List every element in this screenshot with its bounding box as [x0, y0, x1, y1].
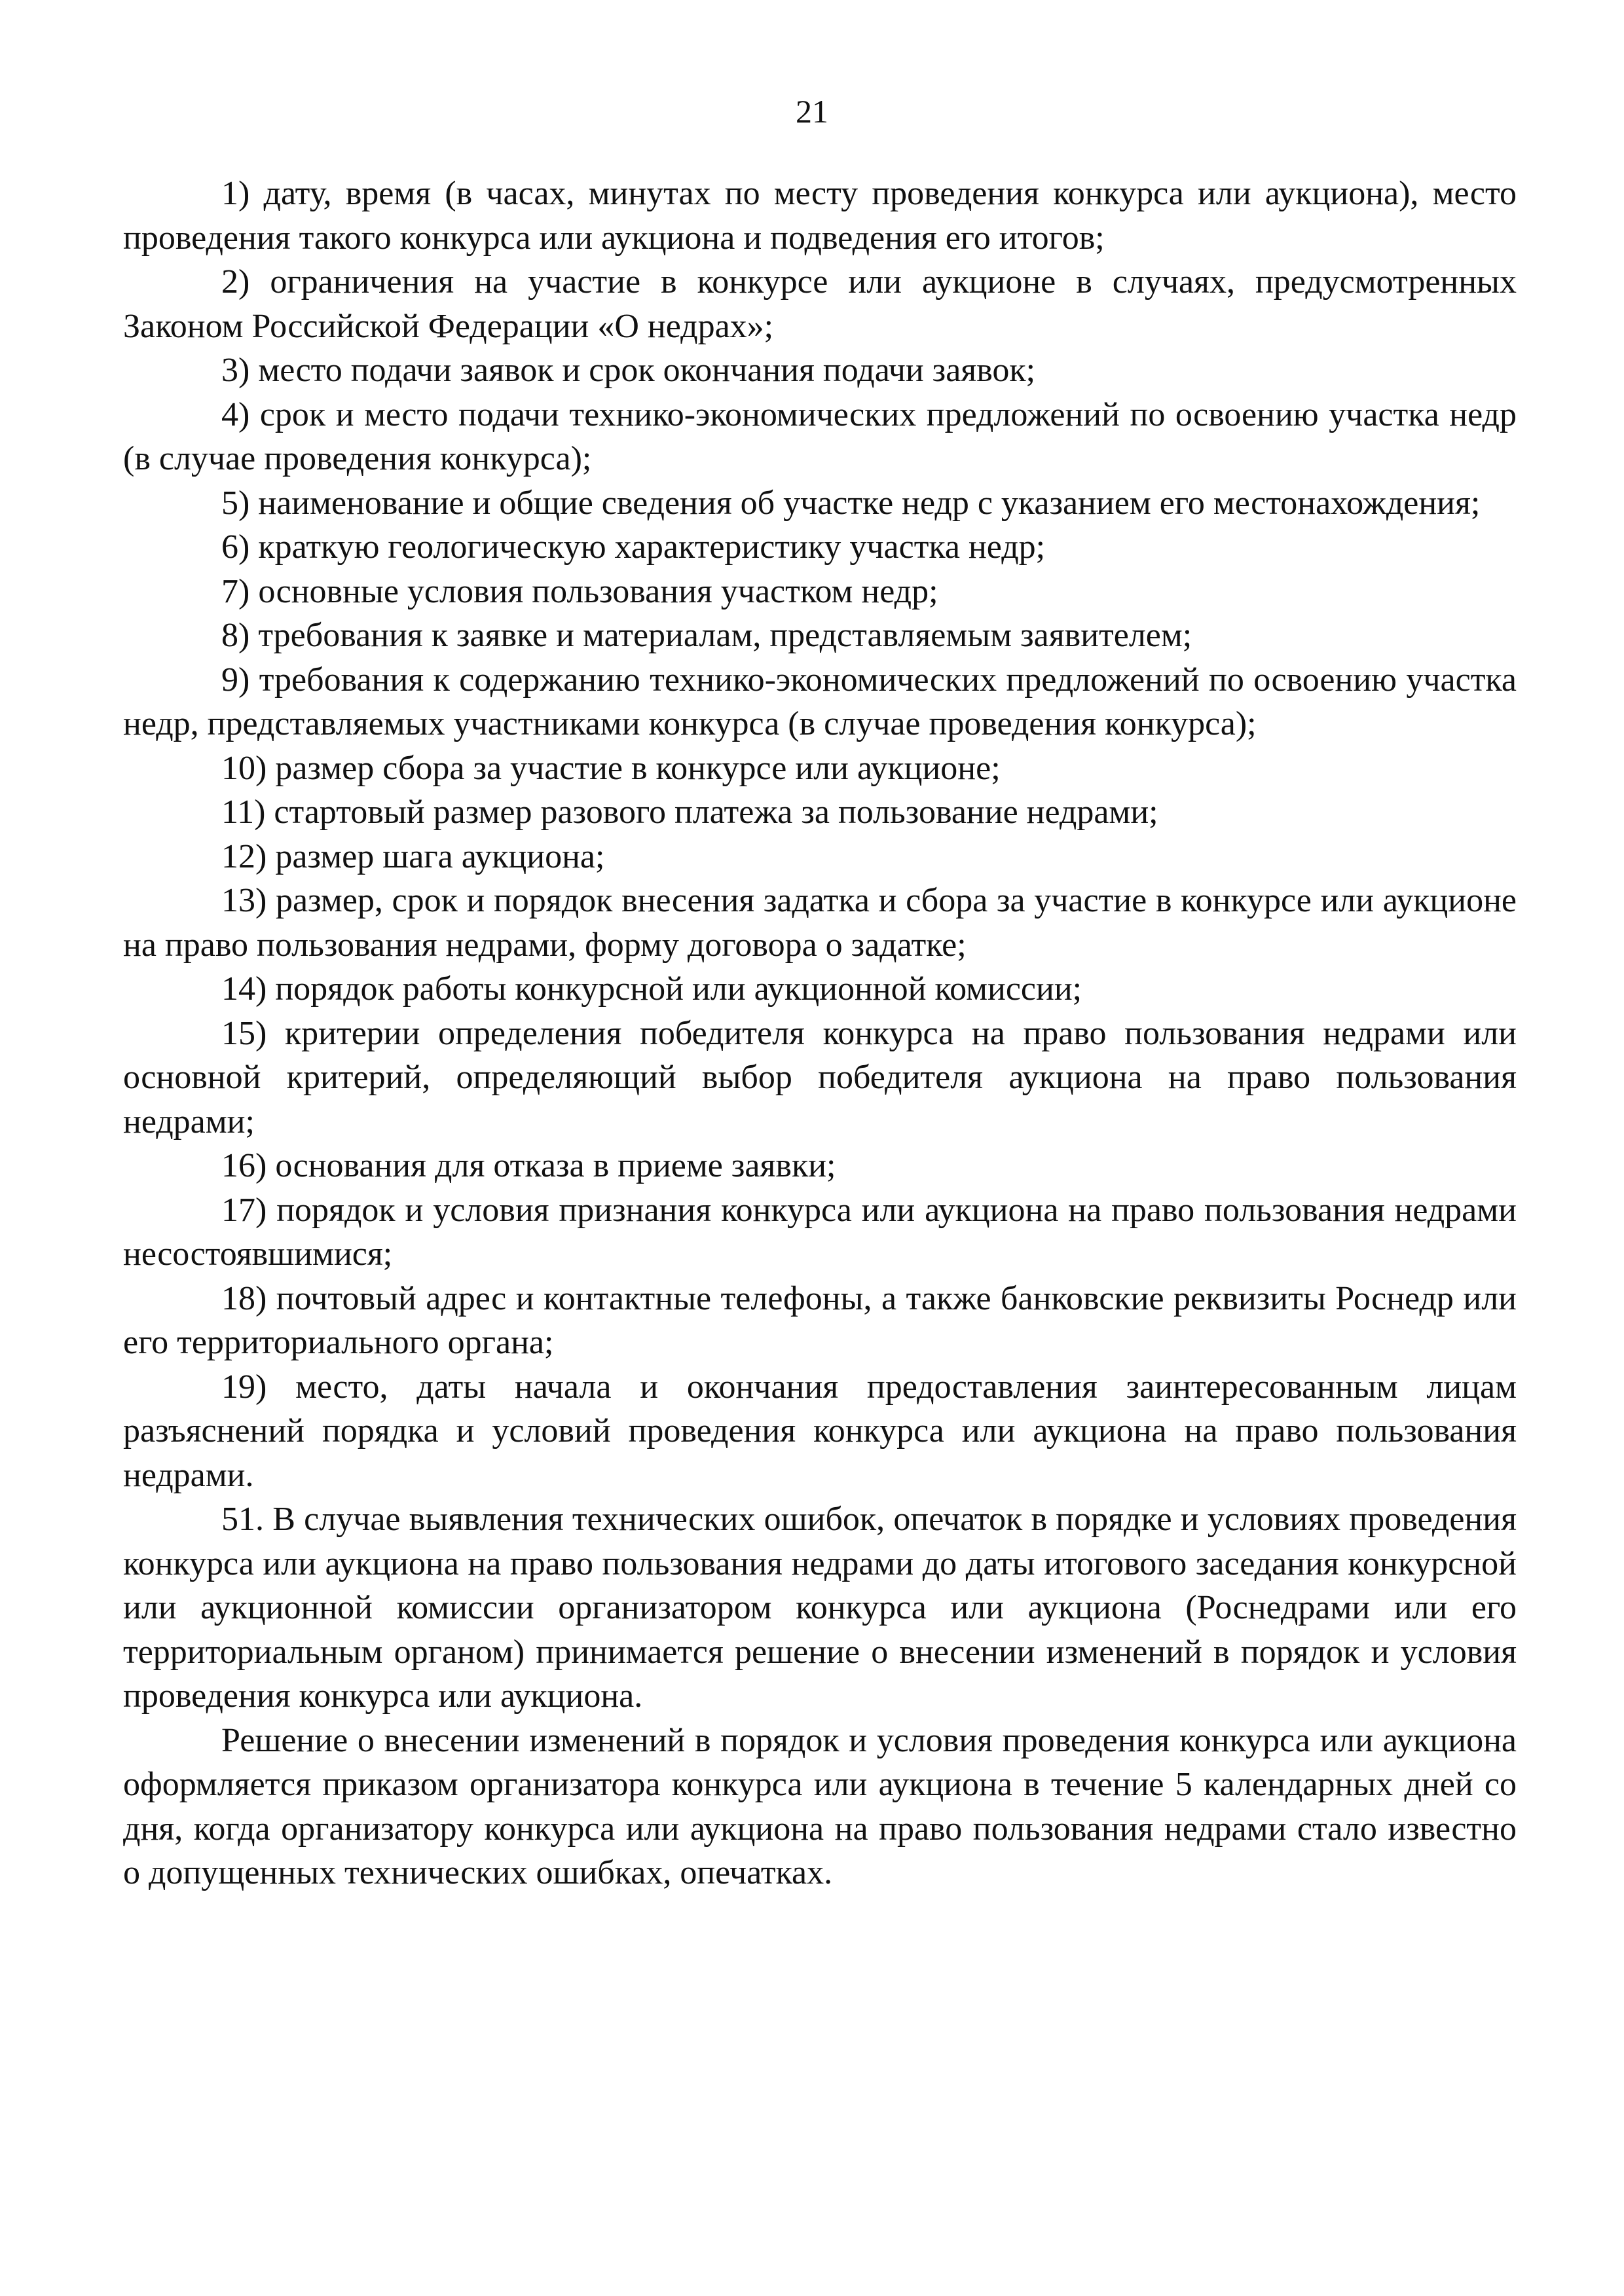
list-item-8: 8) требования к заявке и материалам, представляемым заявителем; — [221, 617, 1192, 654]
list-item-15: 15) критерии определения победителя конкурса на право пользования недрами или основной критерий, определяющий выбор победителя аукциона на право пользования недрами; — [123, 1014, 1517, 1140]
list-item-7: 7) основные условия пользования участком недр; — [221, 572, 938, 610]
list-item-9: 9) требования к содержанию технико-экономических предложений по освоению участка недр, представляемых участниками конкурса (в случае проведения конкурса); — [123, 661, 1517, 742]
list-item-1: 1) дату, время (в часах, минутах по месту проведения конкурса или аукциона), место проведения такого конкурса или аукциона и подведения его итогов; — [123, 175, 1517, 257]
list-item-13: 13) размер, срок и порядок внесения задатка и сбора за участие в конкурсе или аукционе на право пользования недрами, форму договора о задатке; — [123, 882, 1517, 964]
list-item-11: 11) стартовый размер разового платежа за пользование недрами; — [221, 793, 1158, 831]
clause-51: 51. В случае выявления технических ошибок, опечаток в порядке и условиях проведения конкурса или аукциона на право пользования недрами до даты итогового заседания конкурсной или аукционной комиссии организатором конкурса или аукциона (Роснедрами или его территориальным органом) принимается решение о внесении изменений в порядок и условия проведения конкурса или аукциона. — [123, 1501, 1517, 1715]
list-item-17: 17) порядок и условия признания конкурса или аукциона на право пользования недрами несостоявшимися; — [123, 1191, 1517, 1273]
list-item-12: 12) размер шага аукциона; — [221, 837, 605, 875]
page-number: 21 — [796, 93, 828, 130]
list-item-2: 2) ограничения на участие в конкурсе или аукционе в случаях, предусмотренных Законом Российской Федерации «О недрах»; — [123, 263, 1517, 345]
list-item-10: 10) размер сбора за участие в конкурсе или аукционе; — [221, 749, 1001, 787]
list-item-5: 5) наименование и общие сведения об участке недр с указанием его местонахождения; — [221, 484, 1481, 522]
list-item-4: 4) срок и место подачи технико-экономических предложений по освоению участка недр (в случае проведения конкурса); — [123, 395, 1517, 477]
document-body — [123, 172, 1517, 1895]
list-item-3: 3) место подачи заявок и срок окончания подачи заявок; — [221, 352, 1036, 389]
list-item-16: 16) основания для отказа в приеме заявки; — [221, 1147, 836, 1184]
list-item-6: 6) краткую геологическую характеристику участка недр; — [221, 528, 1046, 566]
list-item-14: 14) порядок работы конкурсной или аукционной комиссии; — [221, 970, 1082, 1008]
list-item-19: 19) место, даты начала и окончания предоставления заинтересованным лицам разъяснений порядка и условий проведения конкурса или аукциона на право пользования недрами. — [123, 1368, 1517, 1494]
list-item-18: 18) почтовый адрес и контактные телефоны, а также банковские реквизиты Роснедр или его территориального органа; — [123, 1279, 1517, 1361]
clause-51-decision: Решение о внесении изменений в порядок и условия проведения конкурса или аукциона оформляется приказом организатора конкурса или аукциона в течение 5 календарных дней со дня, когда организатору конкурса или аукциона на право пользования недрами стало известно о допущенных технических ошибках, опечатках. — [123, 1721, 1517, 1891]
